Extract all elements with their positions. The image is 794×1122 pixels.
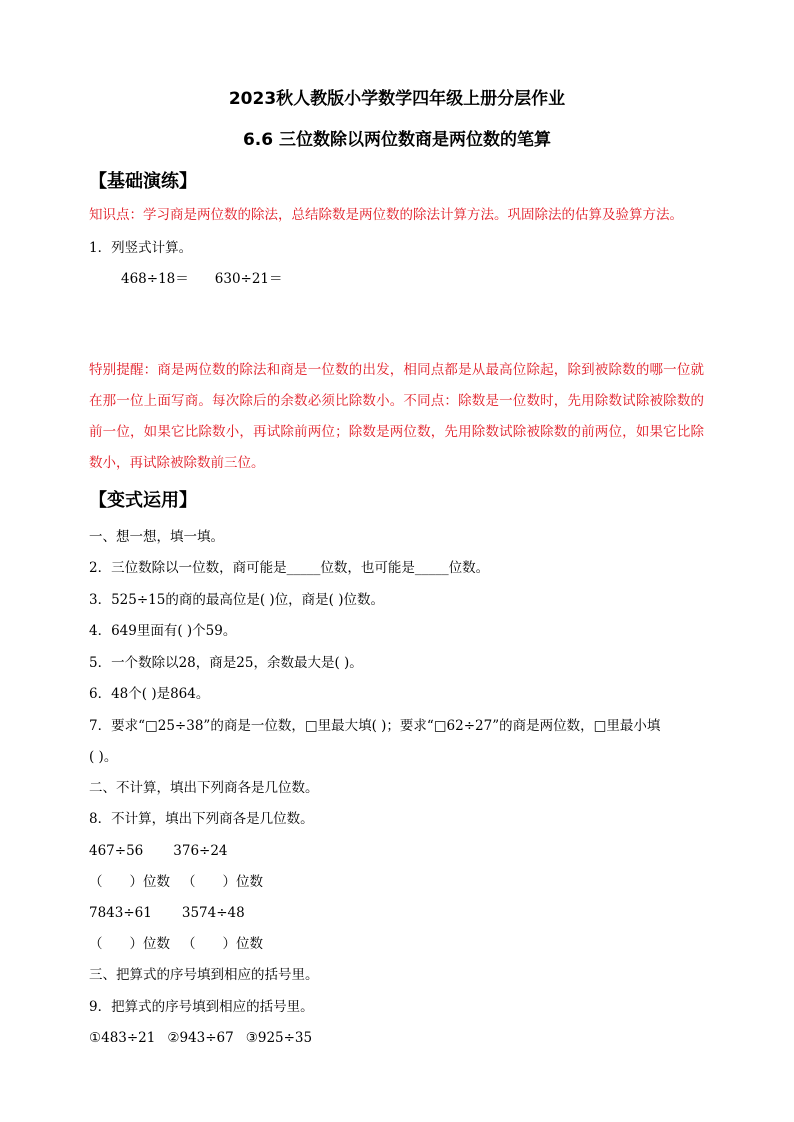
section-heading-basic: 【基础演练】	[89, 171, 197, 192]
page-title: 2023秋人教版小学数学四年级上册分层作业	[228, 89, 566, 109]
calc-item: 376÷24	[173, 843, 228, 859]
question-1-items	[121, 269, 283, 289]
special-reminder: 特别提醒：商是两位数的除法和商是一位数的出发，相同点都是从最高位除起，除到被除数的哪一位就在那一位上面写商。每次除后的余数必须比除数小。不同点：除数是一位数时，先用除数试除被除数的前一位，如果它比除数小，再试除前两位；除数是两位数，先用除数试除被除数的前两位，如果它比除数小，再试除被除数前三位。	[89, 362, 704, 471]
expression-item: ③925÷35	[245, 1030, 313, 1046]
expression-item: ②943÷67	[167, 1030, 234, 1046]
calc-item: 468÷18＝	[121, 271, 189, 287]
calc-item: 3574÷48	[181, 905, 245, 921]
answer-blank: （ ）位数	[89, 874, 170, 890]
part-2-heading: 二、不计算，填出下列商各是几位数。	[89, 780, 319, 796]
page-subtitle: 6.6 三位数除以两位数商是两位数的笔算	[242, 130, 552, 150]
calc-item: 7843÷61	[89, 905, 152, 921]
question-4: 4．649里面有( )个59。	[89, 623, 237, 639]
question-8-answers-1	[89, 872, 263, 892]
expression-item: ①483÷21	[89, 1030, 156, 1046]
answer-blank: （ ）位数	[182, 874, 263, 890]
knowledge-point: 知识点：学习商是两位数的除法，总结除数是两位数的除法计算方法。巩固除法的估算及验算方法。	[89, 207, 683, 223]
question-8-answers-2	[89, 934, 263, 954]
answer-blank: （ ）位数	[89, 936, 170, 952]
question-8-row-1	[89, 841, 228, 861]
question-2: 2．三位数除以一位数，商可能是_____位数，也可能是_____位数。	[89, 560, 490, 576]
part-1-heading: 一、想一想，填一填。	[89, 529, 224, 545]
part-3-heading: 三、把算式的序号填到相应的括号里。	[89, 967, 319, 983]
section-heading-variant: 【变式运用】	[89, 490, 197, 511]
question-6: 6．48个( )是864。	[89, 686, 210, 702]
calc-item: 630÷21＝	[214, 271, 283, 287]
calc-item: 467÷56	[89, 843, 144, 859]
question-8-row-2	[89, 903, 245, 923]
answer-blank: （ ）位数	[182, 936, 263, 952]
question-9-items	[89, 1028, 312, 1048]
question-3: 3．525÷15的商的最高位是( )位，商是( )位数。	[89, 592, 384, 608]
question-7-line-1: 7．要求“□25÷38”的商是一位数，□里最大填( )；要求“□62÷27”的商是两位数，□里最小填	[89, 718, 661, 734]
question-1: 1．列竖式计算。	[89, 240, 193, 256]
question-5: 5．一个数除以28，商是25，余数最大是( )。	[89, 655, 363, 671]
question-9: 9．把算式的序号填到相应的括号里。	[89, 999, 314, 1015]
question-8: 8．不计算，填出下列商各是几位数。	[89, 811, 314, 827]
question-7-line-2: ( )。	[89, 749, 118, 765]
